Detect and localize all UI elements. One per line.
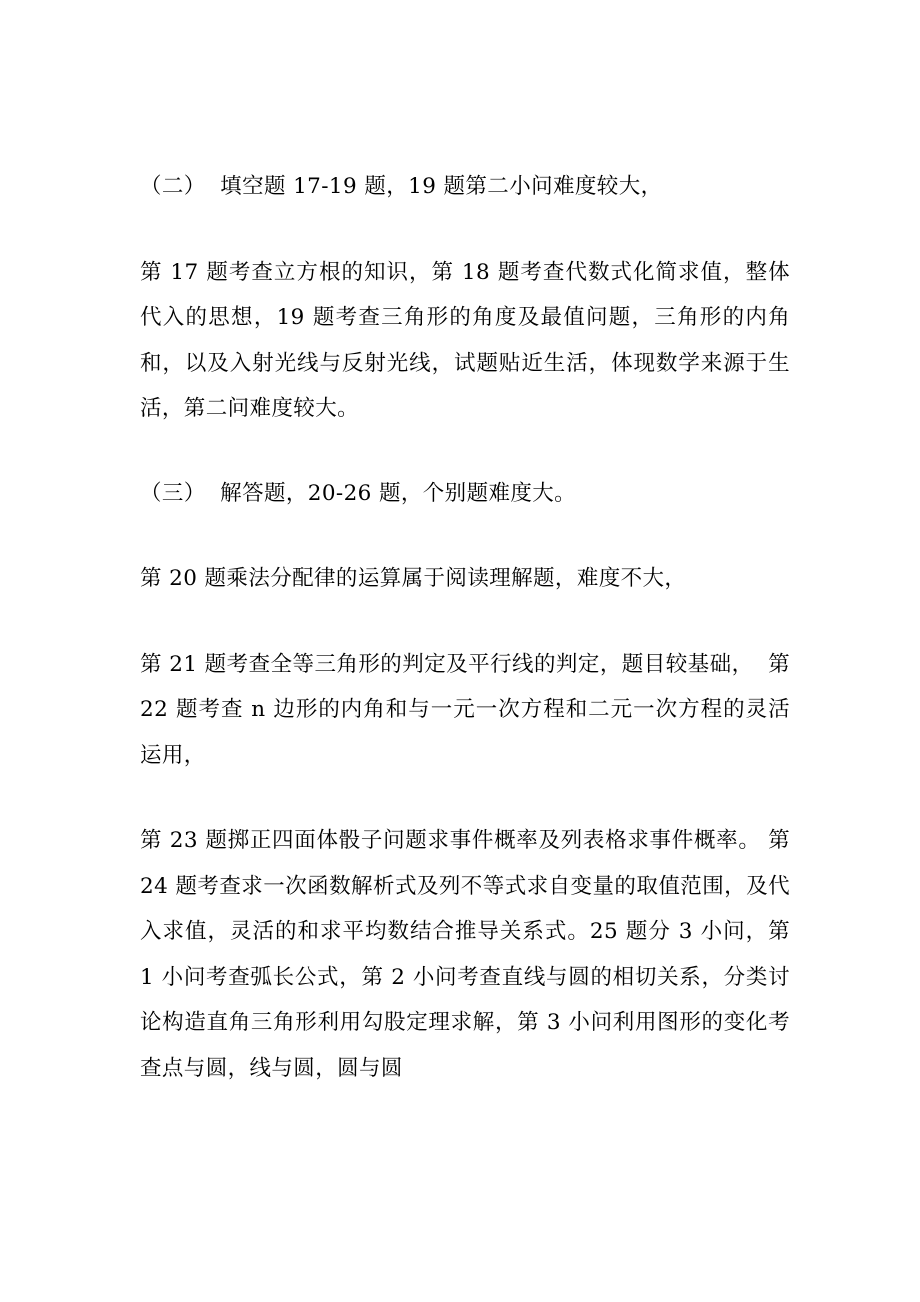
section-answer-heading: （三） 解答题，20-26 题，个别题难度大。 <box>140 480 577 506</box>
paragraph-questions-23-25: 第 23 题掷正四面体骰子问题求事件概率及列表格求事件概率。 第 24 题考查求一次函数解析式及列不等式求自变量的取值范围，及代入求值，灵活的和求平均数结合推导关系式。25 题分 3 小问，第 1 小问考查弧长公式，第 2 小问考查直线与圆的相切关系，分类讨论构造直角三角形利用勾股定理求解，第 3 小问利用图形的变化考查点与圆，线与圆，圆与圆 <box>140 828 798 1081</box>
paragraph-questions-17-19: 第 17 题考查立方根的知识，第 18 题考查代数式化简求值，整体代入的思想，19 题考查三角形的角度及最值问题，三角形的内角和，以及入射光线与反射光线，试题贴近生活，体现数学来源于生活，第二问难度较大。 <box>140 259 790 421</box>
paragraph-questions-21-22: 第 21 题考查全等三角形的判定及平行线的判定，题目较基础， 第 22 题考查 n 边形的内角和与一元一次方程和二元一次方程的灵活运用， <box>140 651 798 768</box>
section-fill-in-heading: （二） 填空题 17-19 题，19 题第二小问难度较大， <box>140 174 663 199</box>
paragraph-question-20: 第 20 题乘法分配律的运算属于阅读理解题，难度不大， <box>140 566 687 591</box>
document-page <box>140 164 798 1091</box>
